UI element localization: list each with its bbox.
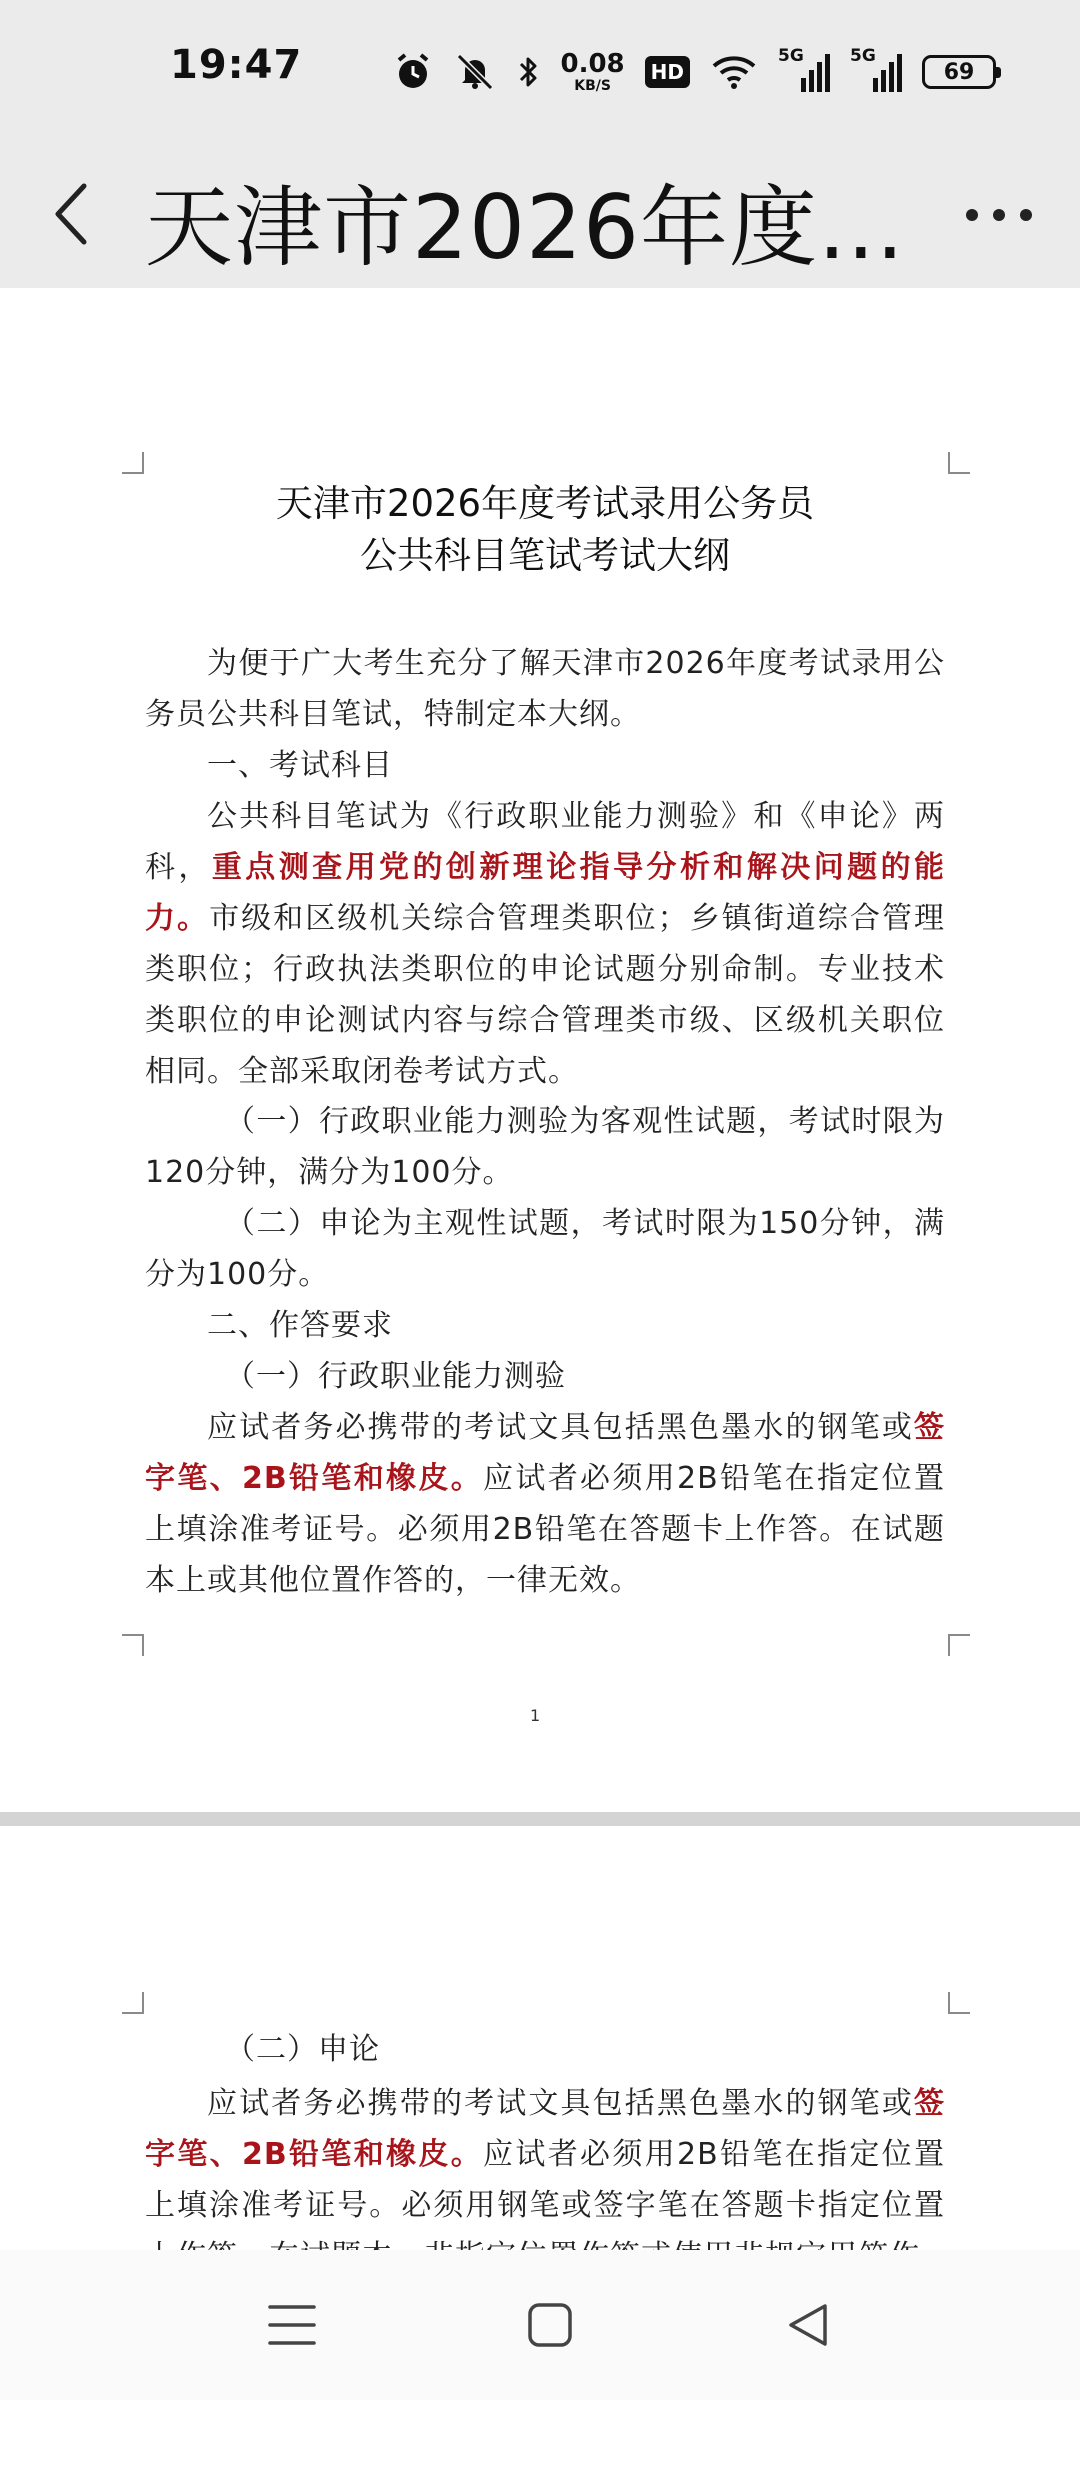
highlight-text: 重点测查用党的创新理论指导分析和解决问题的能力。 xyxy=(145,850,946,936)
wifi-icon xyxy=(710,52,758,92)
page-corner-mark xyxy=(122,1634,144,1656)
section2-sub2-heading: （二）申论 xyxy=(225,2032,380,2067)
section2-sub1-paragraph: 应试者务必携带的考试文具包括黑色墨水的钢笔或签字笔、2B铅笔和橡皮。应试者必须用2B铅笔在指定位置上填涂准考证号。必须用2B铅笔在答题卡上作答。在试题本上或其他位置作答的，一律无效。 xyxy=(145,1410,945,1598)
document-viewer[interactable] xyxy=(0,288,1080,2488)
highlight-text: 签字笔、2B铅笔和橡皮。 xyxy=(145,2086,945,2172)
bluetooth-icon xyxy=(517,52,541,92)
hd-badge: HD xyxy=(645,56,690,88)
more-button[interactable] xyxy=(954,180,1044,250)
highlight-text: 签字笔、2B铅笔和橡皮。 xyxy=(145,1410,945,1496)
navigation-bar xyxy=(0,2250,1080,2400)
section2-sub1-heading: （一）行政职业能力测验 xyxy=(225,1359,566,1394)
title-bar xyxy=(0,140,1080,288)
section1-heading: 一、考试科目 xyxy=(207,748,393,783)
page-number: 1 xyxy=(530,1706,541,1725)
status-icons xyxy=(393,44,997,100)
document-title-line2: 公共科目笔试考试大纲 xyxy=(360,534,730,577)
home-icon xyxy=(527,2302,573,2348)
mute-icon xyxy=(453,52,497,92)
more-icon xyxy=(964,208,1034,222)
page-corner-mark xyxy=(948,452,970,474)
page-corner-mark xyxy=(122,1992,144,2014)
page-corner-mark xyxy=(948,1634,970,1656)
net-speed: 0.08 KB/S xyxy=(560,49,625,94)
section2-heading: 二、作答要求 xyxy=(207,1308,393,1343)
back-triangle-icon xyxy=(785,2302,831,2348)
menu-icon xyxy=(268,2303,316,2347)
chevron-left-icon xyxy=(50,182,90,246)
signal-1: 5G xyxy=(778,52,830,92)
section2-sub2-paragraph: 应试者务必携带的考试文具包括黑色墨水的钢笔或签字笔、2B铅笔和橡皮。应试者必须用2B铅笔在指定位置上填涂准考证号。必须用钢笔或签字笔在答题卡指定位置 xyxy=(145,2086,945,2223)
document-title-line1: 天津市2026年度考试录用公务员 xyxy=(275,482,815,525)
back-button[interactable] xyxy=(40,166,100,262)
section1-paragraph: 公共科目笔试为《行政职业能力测验》和《申论》两科，重点测查用党的创新理论指导分析和解决问题的能力。市级和区级机关综合管理类职位；乡镇街道综合管理类职位；行政执法类职位的申论试题分别命制。专业技术类职位的申论测试内容与综合管理类市级、区级机关职位相同。全部采取闭卷考试方式。 xyxy=(145,799,946,1089)
page-separator xyxy=(0,1812,1080,1826)
section1-item2: （二）申论为主观性试题，考试时限为150分钟，满分为100分。 xyxy=(145,1206,945,1292)
section1-item1: （一）行政职业能力测验为客观性试题，考试时限为120分钟，满分为100分。 xyxy=(145,1104,945,1190)
page-corner-mark xyxy=(948,1992,970,2014)
home-button[interactable] xyxy=(510,2290,590,2360)
status-bar xyxy=(0,0,1080,140)
status-time: 19:47 xyxy=(170,42,303,88)
system-back-button[interactable] xyxy=(768,2290,848,2360)
alarm-icon xyxy=(393,52,433,92)
page-corner-mark xyxy=(122,452,144,474)
page-title: 天津市2026年度... xyxy=(145,176,905,279)
battery-indicator: 69 xyxy=(922,55,996,89)
signal-2: 5G xyxy=(850,52,902,92)
intro-paragraph: 为便于广大考生充分了解天津市2026年度考试录用公务员公共科目笔试，特制定本大纲。 xyxy=(145,646,945,732)
recent-apps-button[interactable] xyxy=(252,2290,332,2360)
